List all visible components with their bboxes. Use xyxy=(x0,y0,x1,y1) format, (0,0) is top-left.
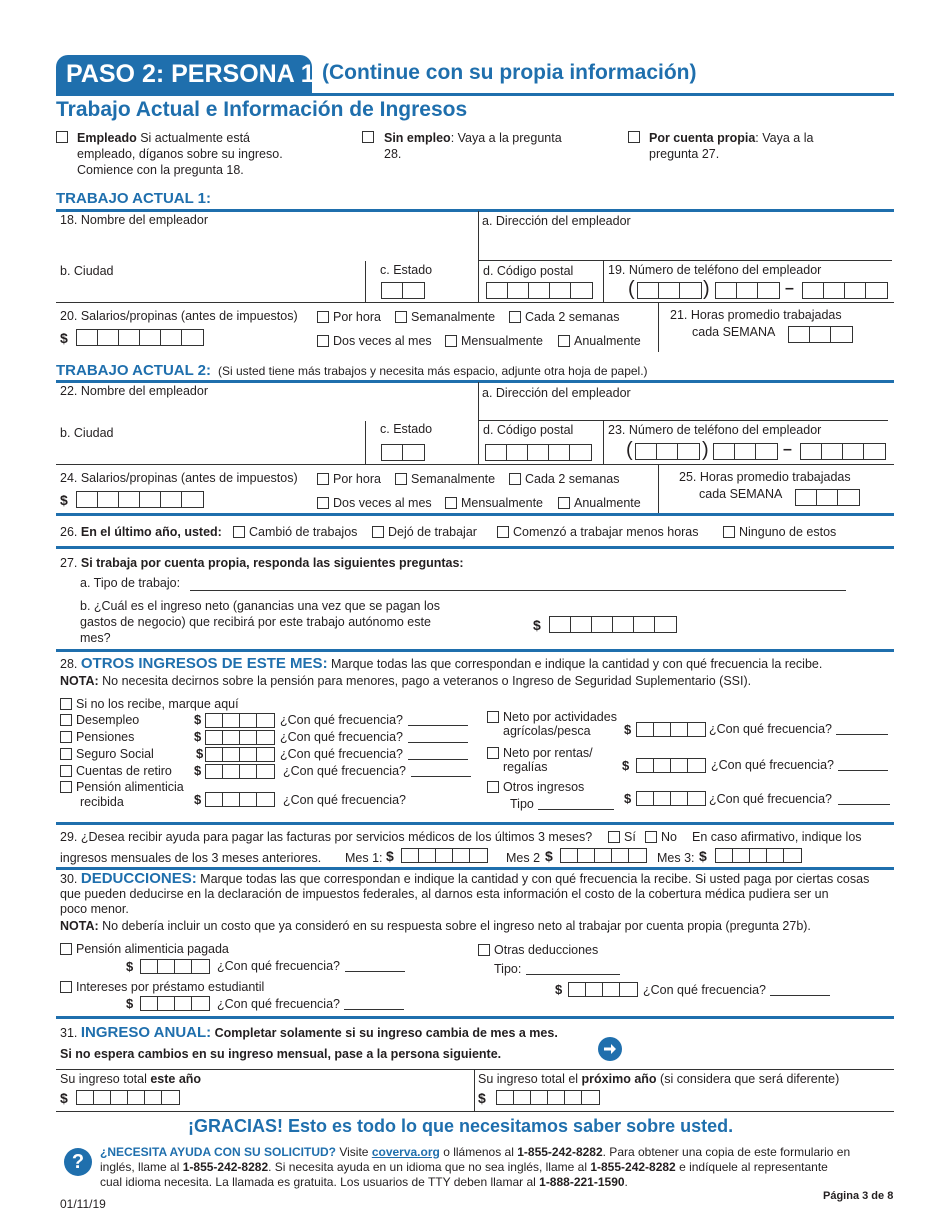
q28-farming[interactable]: Neto por actividades agrícolas/pesca xyxy=(487,710,617,738)
job1-address-label: a. Dirección del empleador xyxy=(482,214,631,228)
job1-heading: TRABAJO ACTUAL 1: xyxy=(56,190,212,207)
q28-other[interactable]: Otros ingresos xyxy=(487,780,584,794)
q28-rental[interactable]: Neto por rentas/ regalías xyxy=(487,746,593,774)
q29-month2[interactable] xyxy=(560,848,647,863)
job2-freq-yearly[interactable]: Anualmente xyxy=(558,496,641,510)
q27a-label: a. Tipo de trabajo: xyxy=(80,576,181,590)
job1-hours-label: 21. Horas promedio trabajadas xyxy=(670,308,842,322)
job2-freq-hour[interactable]: Por hora xyxy=(317,472,381,486)
q28-unemployment-amount[interactable] xyxy=(205,713,275,728)
job1-freq-monthly[interactable]: Mensualmente xyxy=(445,334,543,348)
job1-phone-prefix[interactable] xyxy=(715,282,780,299)
q30-other[interactable]: Otras deducciones xyxy=(478,943,598,957)
q30-other-type[interactable] xyxy=(526,962,620,975)
step-subtitle: (Continue con su propia información) xyxy=(322,61,697,84)
job2-hours-label: 25. Horas promedio trabajadas xyxy=(679,470,851,484)
job1-hours-input[interactable] xyxy=(788,326,853,343)
header-rule xyxy=(56,93,894,96)
job1-employer-label: 18. Nombre del empleador xyxy=(60,213,208,227)
q30-student-loan-freq[interactable] xyxy=(344,997,404,1010)
q30-alimony-paid[interactable]: Pensión alimenticia pagada xyxy=(60,942,229,956)
job2-freq-weekly[interactable]: Semanalmente xyxy=(395,472,495,486)
job1-freq-hour[interactable]: Por hora xyxy=(317,310,381,324)
job2-hours-input[interactable] xyxy=(795,489,860,506)
q28-rental-amount[interactable] xyxy=(636,758,706,773)
job1-freq-weekly[interactable]: Semanalmente xyxy=(395,310,495,324)
q28-nota: NOTA: No necesita decirnos sobre la pensión para menores, pago a veteranos o Ingreso de Seguridad Suplementario (SSI). xyxy=(60,674,752,688)
q31-next-year-input[interactable] xyxy=(496,1090,600,1105)
q28-retirement-amount[interactable] xyxy=(205,764,275,779)
job2-freq-twice[interactable]: Dos veces al mes xyxy=(317,496,432,510)
q26-none[interactable]: Ninguno de estos xyxy=(723,525,836,539)
status-self-employed: Por cuenta propia: Vaya a la pregunta 27. xyxy=(628,130,888,162)
q28-unemployment[interactable]: Desempleo xyxy=(60,713,139,727)
q27b-input[interactable] xyxy=(549,616,677,633)
q30: 30. DEDUCCIONES: Marque todas las que correspondan e indique la cantidad y con qué frecuencia la recibe. Si usted paga por ciertas cosas que pueden deducirse en la declaración de impuestos federales, al darnos esta información el costo de la cobertura médica pudiera ser un poco menor. xyxy=(60,870,870,916)
job2-state-label: c. Estado xyxy=(380,422,433,436)
q28-retirement[interactable]: Cuentas de retiro xyxy=(60,764,172,778)
job1-freq-yearly[interactable]: Anualmente xyxy=(558,334,641,348)
q28-other-amount[interactable] xyxy=(636,791,706,806)
job2-wages-input[interactable] xyxy=(76,491,204,508)
job2-phone-area[interactable] xyxy=(635,443,700,460)
q29-yes[interactable]: Sí xyxy=(608,830,636,844)
q30-student-loan-amount[interactable] xyxy=(140,996,210,1011)
q31-next-year-label: Su ingreso total el próximo año (si considera que será diferente) xyxy=(478,1072,840,1086)
q28-pensions-amount[interactable] xyxy=(205,730,275,745)
q29-text: 29. ¿Desea recibir ayuda para pagar las facturas por servicios médicos de los últimos 3 meses? xyxy=(60,830,593,844)
coverva-link[interactable]: coverva.org xyxy=(371,1145,440,1159)
job2-phone-line[interactable] xyxy=(800,443,886,460)
job2-zip-label: d. Código postal xyxy=(483,423,574,437)
job1-state-input[interactable] xyxy=(381,282,425,299)
q28-none[interactable]: Si no los recibe, marque aquí xyxy=(60,697,239,711)
q28-social-security-freq[interactable] xyxy=(408,747,468,760)
q29-no[interactable]: No xyxy=(645,830,677,844)
job1-wages-label: 20. Salarios/propinas (antes de impuestos) xyxy=(60,309,298,323)
job1-phone-line[interactable] xyxy=(802,282,888,299)
q30-nota: NOTA: No debería incluir un costo que ya consideró en su respuesta sobre el ingreso neto al trabajar por cuenta propia (pregunta 27b). xyxy=(60,919,811,933)
q28-retirement-freq[interactable] xyxy=(411,764,471,777)
step-title: PASO 2: PERSONA 1 xyxy=(66,60,315,88)
q29-month1[interactable] xyxy=(401,848,488,863)
q28-unemployment-freq[interactable] xyxy=(408,713,468,726)
job2-state-input[interactable] xyxy=(381,444,425,461)
q26: 26. En el último año, usted: xyxy=(60,525,222,539)
job2-zip-input[interactable] xyxy=(485,444,592,461)
q31-this-year-label: Su ingreso total este año xyxy=(60,1072,202,1086)
q28-pensions[interactable]: Pensiones xyxy=(60,730,134,744)
job2-employer-label: 22. Nombre del empleador xyxy=(60,384,208,398)
q28-pensions-freq[interactable] xyxy=(408,730,468,743)
question-icon: ? xyxy=(64,1148,92,1176)
q26-changed[interactable]: Cambió de trabajos xyxy=(233,525,357,539)
job2-city-label: b. Ciudad xyxy=(60,426,114,440)
form-date: 01/11/19 xyxy=(60,1197,106,1211)
q26-fewer-hours[interactable]: Comenzó a trabajar menos horas xyxy=(497,525,699,539)
q30-other-freq[interactable] xyxy=(770,983,830,996)
job2-address-label: a. Dirección del empleador xyxy=(482,386,631,400)
q28-alimony[interactable]: Pensión alimenticia recibida xyxy=(60,780,184,810)
q30-alimony-freq[interactable] xyxy=(345,959,405,972)
q28-other-freq[interactable] xyxy=(838,792,890,805)
unemployed-checkbox[interactable] xyxy=(362,131,374,143)
q28: 28. OTROS INGRESOS DE ESTE MES: Marque todas las que correspondan e indique la cantidad y con qué frecuencia la recibe. xyxy=(60,655,823,672)
self-employed-checkbox[interactable] xyxy=(628,131,640,143)
job2-freq-monthly[interactable]: Mensualmente xyxy=(445,496,543,510)
employed-checkbox[interactable] xyxy=(56,131,68,143)
q30-student-loan[interactable]: Intereses por préstamo estudiantil xyxy=(60,980,264,994)
job1-freq-twice[interactable]: Dos veces al mes xyxy=(317,334,432,348)
q31-note: Si no espera cambios en su ingreso mensual, pase a la persona siguiente. xyxy=(60,1047,502,1061)
q28-farming-freq[interactable] xyxy=(836,722,888,735)
job1-phone-area[interactable] xyxy=(637,282,702,299)
job1-city-label: b. Ciudad xyxy=(60,264,114,278)
q27a-input[interactable] xyxy=(190,590,846,591)
q26-stopped[interactable]: Dejó de trabajar xyxy=(372,525,477,539)
q27b-label: b. ¿Cuál es el ingreso neto (ganancias una vez que se pagan los gastos de negocio) que recibirá por este trabajo autónomo este mes? xyxy=(80,599,440,645)
job1-state-label: c. Estado xyxy=(380,263,433,277)
q30-alimony-amount[interactable] xyxy=(140,959,210,974)
job1-zip-label: d. Código postal xyxy=(483,264,574,278)
q28-social-security[interactable]: Seguro Social xyxy=(60,747,154,761)
status-employed: Empleado Si actualmente está empleado, díganos sobre su ingreso. Comience con la pregunta 18. xyxy=(56,130,356,178)
q31-this-year-input[interactable] xyxy=(76,1090,180,1105)
q28-other-type[interactable] xyxy=(538,797,614,810)
thanks-message: ¡GRACIAS! Esto es todo lo que necesitamos saber sobre usted. xyxy=(188,1116,734,1136)
q31: 31. INGRESO ANUAL: Completar solamente si su ingreso cambia de mes a mes. xyxy=(60,1024,558,1041)
help-text: ¿NECESITA AYUDA CON SU SOLICITUD? Visite coverva.org o llámenos al 1-855-242-8282. Para obtener una copia de este formulario en inglés, llame al 1-855-242-8282. Si necesita ayuda en un idioma que no sea inglés, llame al 1-855-242-8282 e indíquele al representante cual idioma necesita. La llamada es gratuita. Los usuarios de TTY deben llamar al 1-888-221-1590. xyxy=(100,1145,851,1189)
job1-wages-input[interactable] xyxy=(76,329,204,346)
job1-phone-label: 19. Número de teléfono del empleador xyxy=(608,263,822,277)
job2-freq-biweekly[interactable]: Cada 2 semanas xyxy=(509,472,620,486)
q30-other-amount[interactable] xyxy=(568,982,638,997)
q28-rental-freq[interactable] xyxy=(838,758,888,771)
job2-phone-prefix[interactable] xyxy=(713,443,778,460)
q28-farming-amount[interactable] xyxy=(636,722,706,737)
q28-alimony-amount[interactable] xyxy=(205,792,275,807)
job2-heading: TRABAJO ACTUAL 2: (Si usted tiene más trabajos y necesita más espacio, adjunte otra hoja de papel.) xyxy=(56,362,648,379)
arrow-right-icon xyxy=(598,1037,622,1061)
q27: 27. Si trabaja por cuenta propia, responda las siguientes preguntas: xyxy=(60,556,464,570)
job1-zip-input[interactable] xyxy=(486,282,593,299)
job2-phone-label: 23. Número de teléfono del empleador xyxy=(608,423,822,437)
page-title: Trabajo Actual e Información de Ingresos xyxy=(56,98,468,121)
job1-freq-biweekly[interactable]: Cada 2 semanas xyxy=(509,310,620,324)
status-unemployed: Sin empleo: Vaya a la pregunta 28. xyxy=(362,130,612,162)
page-number: Página 3 de 8 xyxy=(823,1190,894,1202)
q28-social-security-amount[interactable] xyxy=(205,747,275,762)
job2-wages-label: 24. Salarios/propinas (antes de impuestos) xyxy=(60,471,298,485)
q29-month3[interactable] xyxy=(715,848,802,863)
